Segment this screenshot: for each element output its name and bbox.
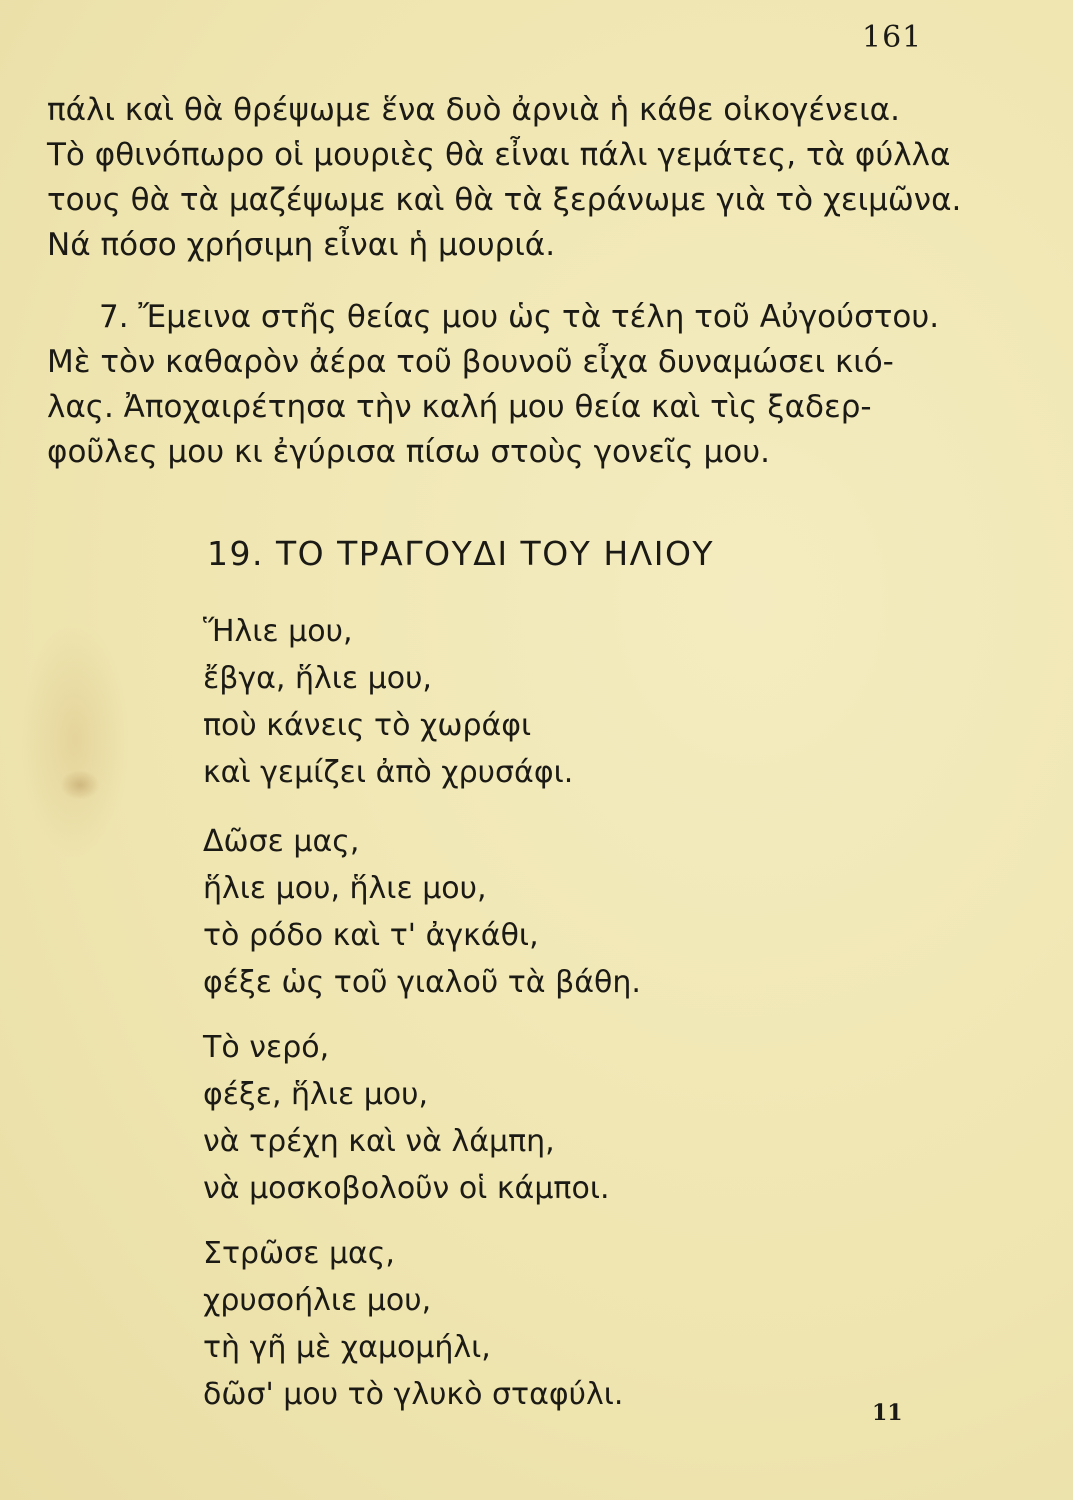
verse-line: Δῶσε μας, [203,824,360,859]
verse-line: ἔβγα, ἥλιε μου, [203,661,432,696]
verse-line: Στρῶσε μας, [203,1236,395,1271]
text-line: Νά πόσο χρήσιμη εἶναι ἡ μουριά. [47,227,556,263]
paragraph [47,88,962,268]
poem-stanza [203,608,573,796]
verse-line: καὶ γεμίζει ἀπὸ χρυσάφι. [203,755,574,790]
text-line: Τὸ φθινόπωρο οἱ μουριὲς θὰ εἶναι πάλι γεμάτες, τὰ φύλλα [47,137,951,173]
page-number: 161 [862,20,923,55]
signature-mark: 11 [872,1400,903,1426]
verse-line: Ἥλιε μου, [203,614,353,649]
paper-stain [20,620,130,860]
verse-line: νὰ τρέχη καὶ νὰ λάμπη, [203,1124,555,1159]
verse-line: φέξε ὡς τοῦ γιαλοῦ τὰ βάθη. [203,965,641,1000]
paragraph-text [47,295,947,475]
poem-title: 19. ΤΟ ΤΡΑΓΟΥΔΙ ΤΟΥ ΗΛΙΟΥ [207,534,715,573]
poem-stanza [203,818,641,1006]
verse-line: τὴ γῆ μὲ χαμομήλι, [203,1330,491,1365]
text-line: 7. Ἔμεινα στῆς θείας μου ὡς τὰ τέλη τοῦ Αὐγούστου. [99,299,940,335]
text-line: Μὲ τὸν καθαρὸν ἀέρα τοῦ βουνοῦ εἶχα δυναμώσει κιό- [47,344,894,380]
text-line: λας. Ἀποχαιρέτησα τὴν καλή μου θεία καὶ τὶς ξαδερ- [47,389,872,425]
paper-stain [60,770,100,800]
verse-line: Τὸ νερό, [203,1030,330,1065]
verse-line: δῶσ' μου τὸ γλυκὸ σταφύλι. [203,1377,624,1412]
paragraph-text [47,88,962,268]
verse-line: ποὺ κάνεις τὸ χωράφι [203,708,532,743]
poem-stanza [203,1024,610,1212]
verse-line: νὰ μοσκοβολοῦν οἱ κάμποι. [203,1171,610,1206]
paragraph [47,295,947,475]
poem-stanza [203,1230,623,1418]
text-line: φοῦλες μου κι ἐγύρισα πίσω στοὺς γονεῖς μου. [47,434,771,470]
text-line: πάλι καὶ θὰ θρέψωμε ἕνα δυὸ ἀρνιὰ ἡ κάθε οἰκογένεια. [47,92,900,128]
text-line: τους θὰ τὰ μαζέψωμε καὶ θὰ τὰ ξεράνωμε γιὰ τὸ χειμῶνα. [47,182,962,218]
verse-line: ἥλιε μου, ἥλιε μου, [203,871,487,906]
verse-line: τὸ ρόδο καὶ τ' ἀγκάθι, [203,918,539,953]
verse-line: φέξε, ἥλιε μου, [203,1077,429,1112]
verse-line: χρυσοήλιε μου, [203,1283,432,1318]
